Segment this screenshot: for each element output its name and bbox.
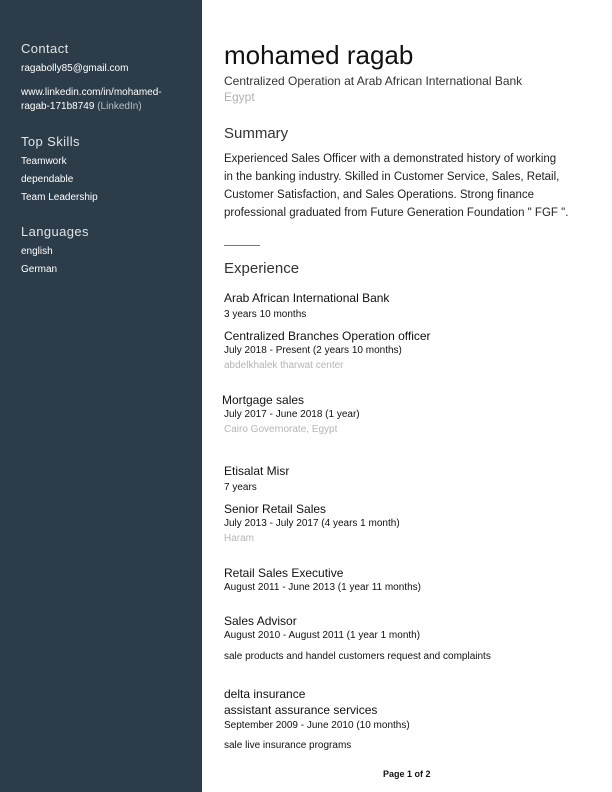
linkedin-suffix: (LinkedIn) [97,101,142,112]
contact-heading: Contact [21,41,69,56]
language-item: english [21,246,53,257]
role-location: abdelkhalek tharwat center [224,360,344,371]
summary-line: Customer Satisfaction, and Sales Operations. Strong finance [224,189,535,201]
language-item: German [21,264,58,275]
summary-line: Experienced Sales Officer with a demonstrated history of working [224,153,557,165]
linkedin-link-line1[interactable]: www.linkedin.com/in/mohamed- [21,87,162,98]
role-dates: July 2017 - June 2018 (1 year) [224,409,360,420]
role-dates: July 2013 - July 2017 (4 years 1 month) [224,518,400,529]
role-title: Retail Sales Executive [224,566,344,580]
sidebar [0,0,202,792]
role-title: Sales Advisor [224,614,297,628]
role-location: Haram [224,533,255,544]
linkedin-url-part: ragab-171b8749 [21,101,95,112]
role-title: Centralized Branches Operation officer [224,329,431,343]
experience-heading: Experience [224,260,300,277]
role-dates: September 2009 - June 2010 (10 months) [224,720,410,731]
profile-name: mohamed ragab [224,40,414,70]
company-name: Etisalat Misr [224,464,290,478]
linkedin-link-line2[interactable] [21,102,142,112]
skill-item: Teamwork [21,156,67,167]
skill-item: dependable [21,174,74,185]
role-description: sale live insurance programs [224,740,352,751]
page-number: Page 1 of 2 [383,769,431,779]
languages-heading: Languages [21,224,89,239]
role-title: Mortgage sales [222,393,305,407]
profile-location: Egypt [224,90,255,104]
summary-line: professional graduated from Future Generation Foundation " FGF ". [224,207,569,219]
role-location: Cairo Governorate, Egypt [224,424,338,435]
summary-heading: Summary [224,125,289,142]
role-dates: July 2018 - Present (2 years 10 months) [224,345,402,356]
role-dates: August 2011 - June 2013 (1 year 11 months) [224,582,421,593]
email-link[interactable]: ragabolly85@gmail.com [21,63,129,74]
company-duration: 3 years 10 months [224,309,307,320]
role-title: Senior Retail Sales [224,502,327,516]
role-dates: August 2010 - August 2011 (1 year 1 month) [224,630,421,641]
skill-item: Team Leadership [21,192,98,203]
company-name: delta insurance [224,687,306,701]
role-description: sale products and handel customers request and complaints [224,651,491,662]
profile-headline: Centralized Operation at Arab African International Bank [224,74,523,88]
section-divider [224,245,260,246]
company-name: Arab African International Bank [224,291,390,305]
company-duration: 7 years [224,482,257,493]
skills-heading: Top Skills [21,134,80,149]
role-title: assistant assurance services [224,703,378,717]
summary-line: in the banking industry. Skilled in Customer Service, Sales, Retail, [224,171,560,183]
